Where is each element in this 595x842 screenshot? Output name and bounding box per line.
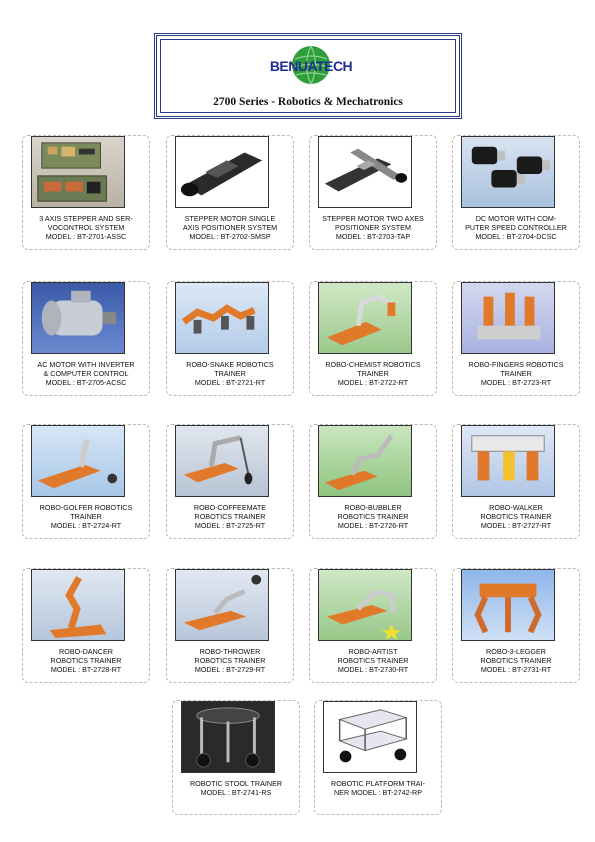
product-card	[452, 135, 580, 250]
robot-walker-photo	[461, 425, 555, 497]
product-model: MODEL : BT-2722-RT	[337, 378, 409, 387]
product-model: MODEL : BT-2721-RT	[194, 378, 266, 387]
product-name-line: ROBOTICS TRAINER	[480, 512, 552, 521]
product-name-line: AC MOTOR WITH INVERTER	[37, 360, 135, 369]
product-name-line: ROBOTICS TRAINER	[50, 656, 122, 665]
product-name-line: ROBO-GOLFER ROBOTICS	[39, 503, 133, 512]
product-model: MODEL : BT-2723-RT	[480, 378, 552, 387]
product-caption	[159, 647, 301, 674]
robot-thrower-photo	[175, 569, 269, 641]
product-name-line: ROBO-COFFEEMATE	[193, 503, 267, 512]
product-name-line: TRAINER	[214, 369, 246, 378]
product-caption	[302, 503, 444, 530]
product-name-line: & COMPUTER CONTROL	[43, 369, 129, 378]
xy-stage-photo	[318, 136, 412, 208]
product-card	[452, 424, 580, 539]
product-caption	[307, 779, 449, 797]
product-model: MODEL : BT-2741-RS	[200, 788, 272, 797]
product-card	[309, 281, 437, 396]
robotic-platform-photo	[323, 701, 417, 773]
product-model: MODEL : BT-2703-TAP	[335, 232, 411, 241]
product-name-line: ROBO-ARTIST	[348, 647, 398, 656]
product-model: MODEL : BT-2731-RT	[480, 665, 552, 674]
product-name-line: ROBO-CHEMIST ROBOTICS	[325, 360, 421, 369]
product-name-line: ROBO-SNAKE ROBOTICS	[186, 360, 274, 369]
product-name-line: ROBO-DANCER	[59, 647, 113, 656]
dc-motors-photo	[461, 136, 555, 208]
product-caption	[445, 503, 587, 530]
product-caption	[445, 214, 587, 241]
product-card	[166, 281, 294, 396]
robot-coffeemate-photo	[175, 425, 269, 497]
product-card	[166, 424, 294, 539]
product-model: MODEL : BT-2701-ASSC	[45, 232, 127, 241]
robot-bubbler-photo	[318, 425, 412, 497]
product-model: MODEL : BT-2726-RT	[337, 521, 409, 530]
product-card	[166, 135, 294, 250]
product-name-line: TRAINER	[357, 369, 389, 378]
product-card	[452, 281, 580, 396]
header-frame	[154, 33, 462, 119]
product-name-line: TRAINER	[70, 512, 102, 521]
product-caption	[159, 214, 301, 241]
product-caption	[302, 647, 444, 674]
product-card	[22, 135, 150, 250]
product-name-line: ROBOTICS TRAINER	[194, 656, 266, 665]
product-name-line: ROBO-WALKER	[489, 503, 543, 512]
product-name-line: POSITIONER SYSTEM	[335, 223, 411, 232]
product-model: MODEL : BT-2702-SMSP	[189, 232, 271, 241]
product-name-line: ROBOTICS TRAINER	[337, 512, 409, 521]
product-model: MODEL : BT-2705-ACSC	[45, 378, 127, 387]
product-model: NER MODEL : BT-2742-RP	[333, 788, 422, 797]
product-name-line: ROBO-THROWER	[199, 647, 261, 656]
robot-snake-photo	[175, 282, 269, 354]
robot-dancer-photo	[31, 569, 125, 641]
product-model: MODEL : BT-2729-RT	[194, 665, 266, 674]
product-name-line: PUTER SPEED CONTROLLER	[465, 223, 567, 232]
product-model: MODEL : BT-2724-RT	[50, 521, 122, 530]
product-name-line: STEPPER MOTOR TWO AXES	[322, 214, 424, 223]
product-name-line: ROBOTICS TRAINER	[337, 656, 409, 665]
product-name-line: TRAINER	[500, 369, 532, 378]
product-name-line: ROBO-FINGERS ROBOTICS	[468, 360, 564, 369]
product-card	[309, 568, 437, 683]
robot-artist-photo	[318, 569, 412, 641]
product-caption	[445, 647, 587, 674]
product-caption	[15, 647, 157, 674]
product-model: MODEL : BT-2725-RT	[194, 521, 266, 530]
product-caption	[15, 214, 157, 241]
product-name-line: AXIS POSITIONER SYSTEM	[182, 223, 278, 232]
robotic-stool-photo	[181, 701, 275, 773]
product-model: MODEL : BT-2704-DCSC	[475, 232, 557, 241]
product-name-line: ROBO-BUBBLER	[344, 503, 402, 512]
robot-chemist-photo	[318, 282, 412, 354]
product-model: MODEL : BT-2727-RT	[480, 521, 552, 530]
product-card	[309, 424, 437, 539]
product-card	[452, 568, 580, 683]
ac-motor-photo	[31, 282, 125, 354]
product-name-line: ROBOTICS TRAINER	[194, 512, 266, 521]
product-card	[22, 424, 150, 539]
product-model: MODEL : BT-2728-RT	[50, 665, 122, 674]
product-name-line: VOCONTROL SYSTEM	[47, 223, 125, 232]
product-model: MODEL : BT-2730-RT	[337, 665, 409, 674]
product-card	[166, 568, 294, 683]
product-name-line: ROBOTIC STOOL TRAINER	[189, 779, 283, 788]
product-caption	[302, 360, 444, 387]
product-caption	[15, 503, 157, 530]
product-card	[314, 700, 442, 815]
product-card	[309, 135, 437, 250]
product-name-line: ROBO-3-LEGGER	[486, 647, 546, 656]
product-name-line: DC MOTOR WITH COM-	[475, 214, 557, 223]
product-caption	[165, 779, 307, 797]
linear-stage-photo	[175, 136, 269, 208]
product-name-line: 3 AXIS STEPPER AND SER-	[39, 214, 133, 223]
product-card	[172, 700, 300, 815]
product-caption	[15, 360, 157, 387]
logo-text: BENUATECH	[269, 58, 353, 74]
robot-fingers-photo	[461, 282, 555, 354]
product-name-line: STEPPER MOTOR SINGLE	[184, 214, 276, 223]
product-caption	[159, 503, 301, 530]
page-title: 2700 Series - Robotics & Mechatronics	[213, 96, 403, 108]
product-card	[22, 281, 150, 396]
product-card	[22, 568, 150, 683]
product-caption	[159, 360, 301, 387]
circuit-boards-photo	[31, 136, 125, 208]
robot-3-legger-photo	[461, 569, 555, 641]
product-name-line: ROBOTIC PLATFORM TRAI-	[331, 779, 425, 788]
product-caption	[445, 360, 587, 387]
robot-golfer-photo	[31, 425, 125, 497]
product-caption	[302, 214, 444, 241]
product-name-line: ROBOTICS TRAINER	[480, 656, 552, 665]
